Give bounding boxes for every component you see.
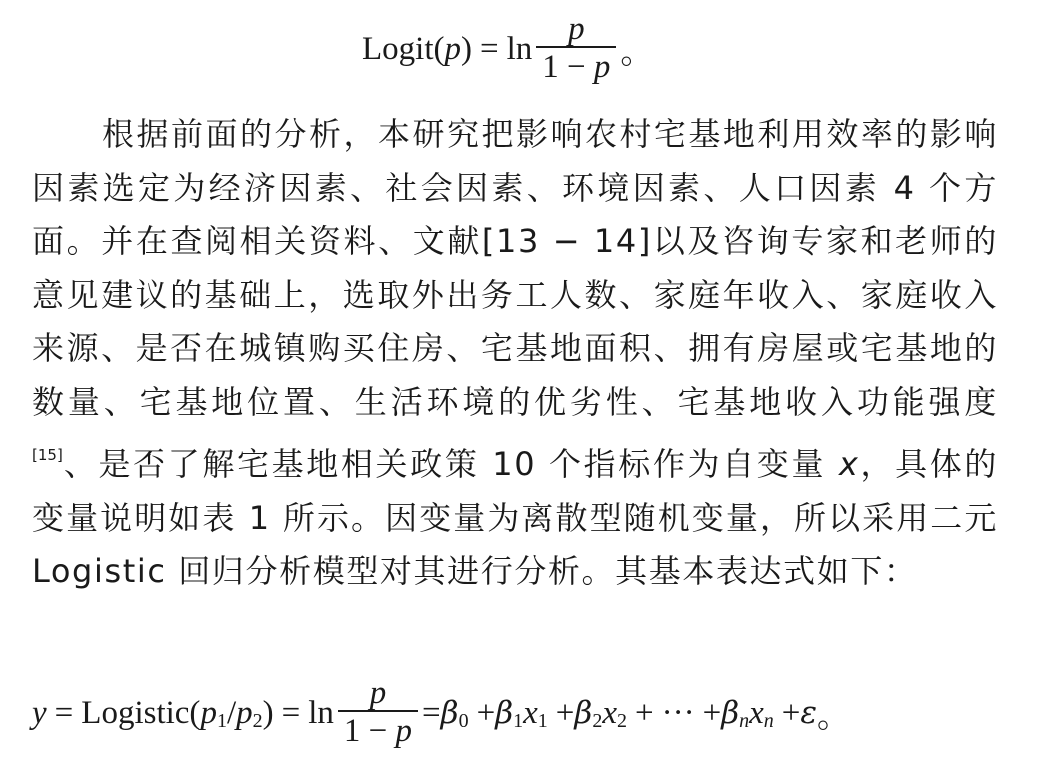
eq2-plus-5: + [781, 694, 801, 731]
eq2-beta-n-sub: n [739, 709, 750, 732]
eq2-slash: / [226, 694, 237, 731]
eq2-denominator [338, 710, 418, 750]
eq2-x-1-sub: 1 [537, 709, 548, 732]
paragraph-segment-1: 根据前面的分析，本研究把影响农村宅基地利用效率的影响因素选定为经济因素、社会因素、环境因素、人口因素 4 个方面。并在查阅相关资料、文献[13 − 14]以及咨询专家和老师的意见建议的基础上，选取外出务工人数、家庭年收入、家庭收入来源、是否在城镇购买住房、宅基地面积、拥有房屋或宅基地的数量、宅基地位置、生活环境的优劣性、宅基地收入功能强度 [32, 115, 998, 421]
citation-15: [15] [32, 446, 63, 464]
eq2-ellipsis: ··· [661, 694, 695, 731]
eq1-numerator: p [568, 11, 585, 47]
eq2-x-2-sub: 2 [616, 709, 627, 732]
eq2-x-1: x [523, 694, 538, 731]
body-paragraph [32, 108, 998, 599]
eq2-beta-n: β [721, 695, 740, 731]
eq2-fraction [338, 676, 418, 750]
eq2-beta-2: β [574, 695, 593, 731]
eq2-numerator: p [369, 675, 387, 711]
eq2-y: y [32, 694, 47, 731]
eq2-p2: p [236, 694, 253, 731]
eq1-lhs-close: ) [460, 30, 472, 67]
eq2-equals-1: = [54, 694, 74, 731]
eq2-plus-1: + [476, 694, 496, 731]
paragraph-segment-3: ，具体的变量说明如表 1 所示。因变量为离散型随机变量，所以采用二元 Logistic 回归分析模型对其进行分析。其基本表达式如下： [32, 445, 998, 590]
eq1-lhs: Logit( [362, 30, 445, 67]
eq1-terminator: 。 [620, 34, 654, 71]
logit-equation [362, 12, 653, 86]
eq2-x-2: x [602, 694, 617, 731]
eq2-denominator-var: p [395, 713, 413, 749]
eq2-plus-2: + [555, 694, 575, 731]
eq2-p1-sub: 1 [216, 709, 227, 732]
eq1-denominator-text: 1 − [542, 49, 594, 85]
eq1-denominator-var: p [593, 49, 611, 85]
eq2-p1: p [200, 694, 217, 731]
eq2-equals-3: = [422, 694, 441, 731]
eq2-x-n: x [749, 694, 764, 731]
eq2-beta-1-sub: 1 [513, 709, 524, 732]
paragraph-var-x: x [838, 445, 860, 483]
eq2-beta-1: β [495, 695, 514, 731]
eq2-equals-2: = [281, 694, 301, 731]
eq2-epsilon: ε [800, 695, 818, 731]
eq2-func-close: ) [262, 694, 274, 731]
eq1-ln: ln [506, 30, 533, 67]
eq2-x-n-sub: n [763, 709, 774, 732]
eq2-denominator-text: 1 − [343, 713, 396, 749]
eq2-ln: ln [308, 694, 334, 731]
eq2-p2-sub: 2 [252, 709, 263, 732]
eq2-beta-0: β [440, 695, 459, 731]
eq2-plus-3: + [634, 694, 654, 731]
eq2-terminator: 。 [817, 698, 851, 735]
eq1-equals: = [479, 30, 499, 67]
logistic-regression-equation [32, 676, 850, 750]
paragraph-segment-2: 、是否了解宅基地相关政策 10 个指标作为自变量 [62, 445, 839, 483]
eq2-func: Logistic( [81, 694, 201, 731]
eq2-beta-2-sub: 2 [592, 709, 603, 732]
eq1-denominator [536, 46, 616, 86]
eq2-beta-0-sub: 0 [458, 709, 469, 732]
eq2-plus-4: + [702, 694, 722, 731]
eq1-var-p: p [444, 30, 461, 67]
eq1-fraction [536, 12, 616, 86]
